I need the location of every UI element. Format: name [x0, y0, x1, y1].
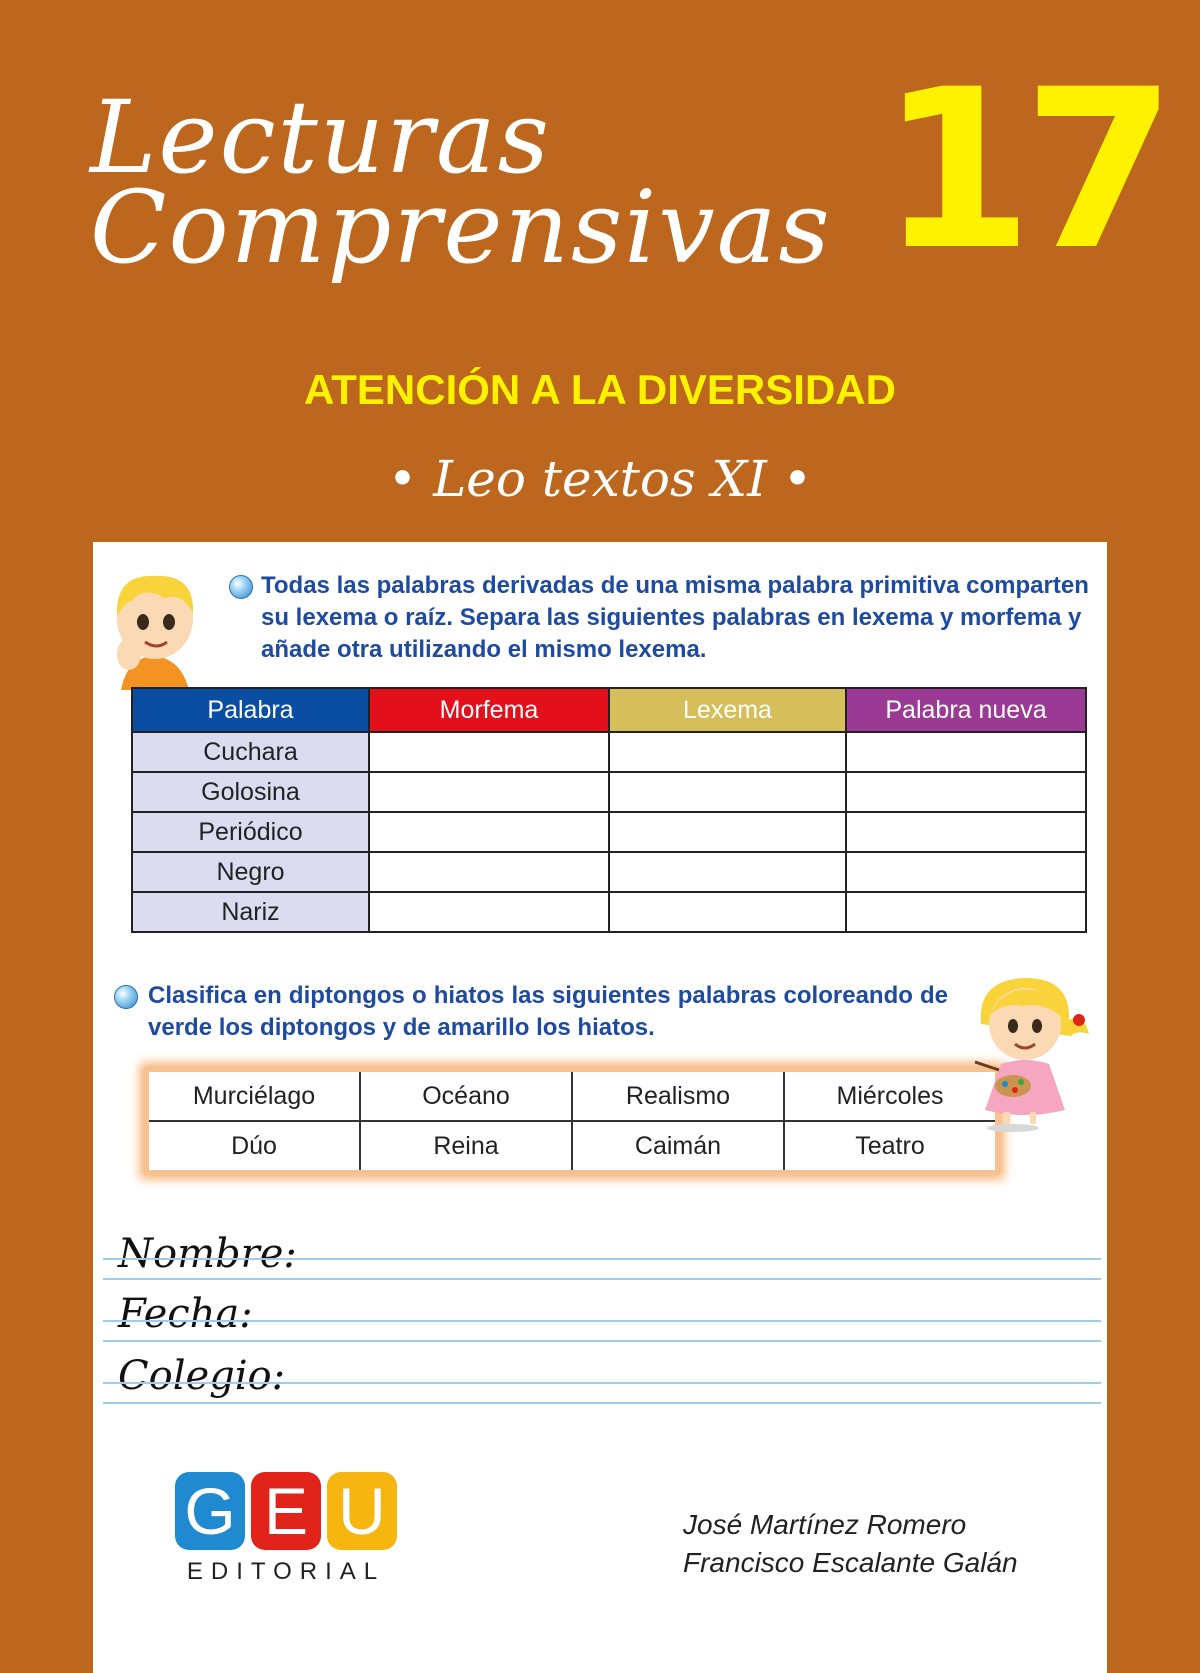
authors	[683, 1506, 1018, 1582]
word-cell[interactable]: Realismo	[572, 1072, 784, 1121]
word-cell[interactable]: Dúo	[149, 1121, 360, 1170]
header-lexema: Lexema	[609, 688, 846, 732]
author-name: José Martínez Romero	[683, 1509, 967, 1540]
morfema-input-cell[interactable]	[369, 732, 609, 772]
title-line-1: Lecturas	[90, 79, 551, 196]
logo-letter-g: G	[175, 1472, 245, 1550]
word-cell: Golosina	[132, 772, 369, 812]
word-cell: Nariz	[132, 892, 369, 932]
word-cell[interactable]: Miércoles	[784, 1072, 995, 1121]
word-cell[interactable]: Caimán	[572, 1121, 784, 1170]
word-cell[interactable]: Reina	[360, 1121, 572, 1170]
palabra-nueva-input-cell[interactable]	[846, 732, 1086, 772]
lexema-input-cell[interactable]	[609, 852, 846, 892]
word-cell[interactable]: Murciélago	[149, 1072, 360, 1121]
word-cell[interactable]: Océano	[360, 1072, 572, 1121]
lexeme-table	[131, 687, 1087, 933]
date-field-label: Fecha:	[118, 1291, 253, 1337]
morfema-input-cell[interactable]	[369, 812, 609, 852]
morfema-input-cell[interactable]	[369, 892, 609, 932]
name-field-label: Nombre:	[118, 1231, 297, 1277]
school-line[interactable]	[103, 1382, 1101, 1384]
title-line-2: Comprensivas	[90, 169, 832, 286]
word-cell[interactable]: Teatro	[855, 1131, 925, 1160]
name-line[interactable]	[103, 1258, 1101, 1260]
author-name: Francisco Escalante Galán	[683, 1547, 1018, 1578]
lexema-input-cell[interactable]	[609, 812, 846, 852]
logo-letter-e: E	[251, 1472, 321, 1550]
table-header-row	[132, 688, 1086, 732]
exercise1-instruction: Todas las palabras derivadas de una misma palabra primitiva comparten su lexema o raíz. Separa las siguientes palabras en lexema y morfema y añade otra utilizando el mismo lexema.	[261, 572, 1089, 663]
morfema-input-cell[interactable]	[369, 772, 609, 812]
header-palabra: Palabra	[132, 688, 369, 732]
table-row	[132, 852, 1086, 892]
boy-illustration	[103, 564, 203, 690]
guide-line	[103, 1340, 1101, 1342]
word-cell: Periódico	[132, 812, 369, 852]
table-row	[132, 772, 1086, 812]
morfema-input-cell[interactable]	[369, 852, 609, 892]
lexema-input-cell[interactable]	[609, 892, 846, 932]
girl-painter-illustration	[973, 972, 1098, 1132]
word-cell: Negro	[132, 852, 369, 892]
bullet-icon	[114, 985, 138, 1009]
school-field-label: Colegio:	[118, 1353, 286, 1399]
bullet-icon	[229, 575, 253, 599]
date-line[interactable]	[103, 1320, 1101, 1322]
palabra-nueva-input-cell[interactable]	[846, 772, 1086, 812]
guide-line	[103, 1402, 1101, 1404]
table-row	[149, 1121, 995, 1170]
lexema-input-cell[interactable]	[609, 732, 846, 772]
series-label: • Leo textos XI •	[387, 450, 813, 508]
guide-line	[103, 1278, 1101, 1280]
volume-number: 17	[880, 42, 1167, 298]
subtitle: ATENCIÓN A LA DIVERSIDAD	[304, 366, 896, 413]
header-palabra-nueva: Palabra nueva	[846, 688, 1086, 732]
palabra-nueva-input-cell[interactable]	[846, 852, 1086, 892]
logo-letter-u: U	[327, 1472, 397, 1550]
logo-subtitle: EDITORIAL	[186, 1558, 386, 1585]
header-morfema: Morfema	[369, 688, 609, 732]
table-row	[132, 812, 1086, 852]
palabra-nueva-input-cell[interactable]	[846, 892, 1086, 932]
lexema-input-cell[interactable]	[609, 772, 846, 812]
table-row	[132, 732, 1086, 772]
exercise2-instruction: Clasifica en diptongos o hiatos las siguientes palabras coloreando de verde los diptongos y de amarillo los hiatos.	[148, 982, 948, 1041]
palabra-nueva-input-cell[interactable]	[846, 812, 1086, 852]
diphthong-hiatus-table	[149, 1072, 995, 1170]
worksheet-panel	[93, 542, 1107, 1673]
word-cell: Cuchara	[132, 732, 369, 772]
table-row	[132, 892, 1086, 932]
table-row	[149, 1072, 995, 1121]
